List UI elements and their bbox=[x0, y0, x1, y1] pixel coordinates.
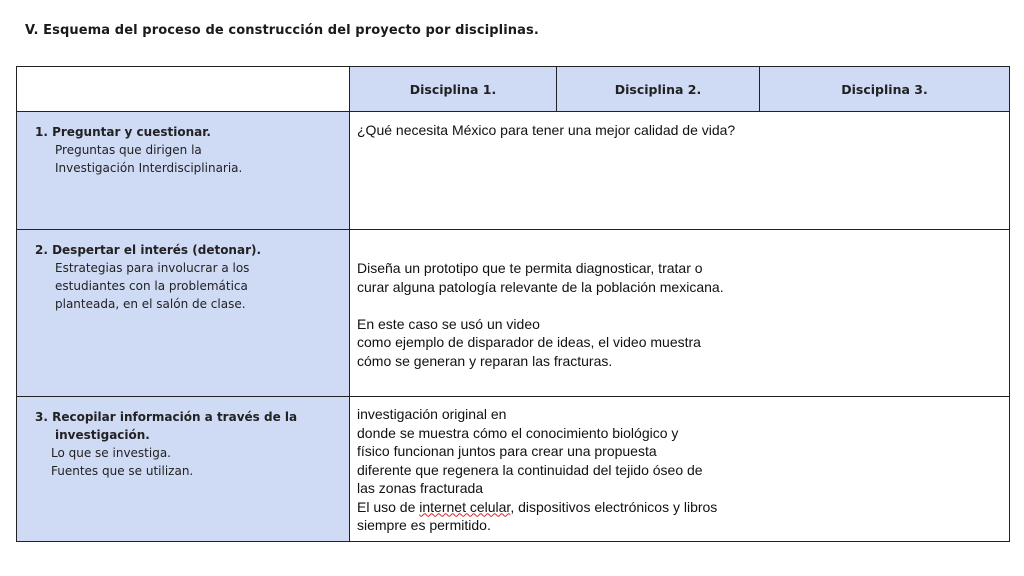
row-2-desc-line: planteada, en el salón de clase. bbox=[55, 297, 246, 311]
header-discipline-3: Disciplina 3. bbox=[760, 67, 1010, 112]
row-3-prefix: El uso de bbox=[357, 498, 420, 515]
header-discipline-1: Disciplina 1. bbox=[350, 67, 557, 112]
row-1-desc-line: Preguntas que dirigen la bbox=[55, 143, 202, 157]
row-1-title: 1. Preguntar y cuestionar. bbox=[35, 125, 211, 139]
row-1-content-line: ¿Qué necesita México para tener una mejor calidad de vida? bbox=[357, 122, 736, 138]
row-3-label-cell bbox=[17, 397, 350, 542]
row-3-content-line: donde se muestra cómo el conocimiento biológico y bbox=[357, 424, 679, 441]
row-2-desc-line: Estrategias para involucrar a los bbox=[55, 261, 250, 275]
table-row bbox=[17, 397, 1010, 542]
row-3-title: 3. Recopilar información a través de la bbox=[35, 410, 298, 424]
table-row bbox=[17, 112, 1010, 230]
row-3-content-line: investigación original en bbox=[357, 406, 507, 422]
document-title: V. Esquema del proceso de construcción del proyecto por disciplinas. bbox=[25, 23, 539, 38]
row-3-content-line: las zonas fracturada bbox=[357, 480, 484, 496]
row-3-content-line-mixed bbox=[357, 498, 1001, 517]
row-3-content-line: físico funcionan juntos para crear una propuesta bbox=[357, 443, 657, 459]
table-row bbox=[17, 230, 1010, 397]
row-3-title-cont: investigación. bbox=[55, 428, 150, 442]
row-1-desc-line: Investigación Interdisciplinaria. bbox=[55, 161, 243, 175]
row-2-desc-line: estudiantes con la problemática bbox=[55, 279, 248, 293]
row-2-label-cell bbox=[17, 230, 350, 397]
row-3-suffix: , dispositivos electrónicos y libros bbox=[510, 498, 718, 515]
row-2-content-spacer bbox=[357, 296, 1001, 315]
row-2-content-line: como ejemplo de disparador de ideas, el video muestra bbox=[357, 334, 701, 350]
row-2-content-line: En este caso se usó un video bbox=[357, 315, 540, 332]
row-3-content-cell bbox=[350, 397, 1010, 542]
row-1-content-cell bbox=[350, 112, 1010, 230]
header-discipline-2: Disciplina 2. bbox=[557, 67, 760, 112]
row-2-content-line: Diseña un prototipo que te permita diagnosticar, tratar o bbox=[357, 260, 703, 276]
row-2-title: 2. Despertar el interés (detonar). bbox=[35, 243, 262, 257]
row-2-content-line: curar alguna patología relevante de la población mexicana. bbox=[357, 278, 724, 295]
row-2-content-line: cómo se generan y reparan las fracturas. bbox=[357, 352, 613, 369]
row-2-content-cell bbox=[350, 230, 1010, 397]
row-3-desc-line: Fuentes que se utilizan. bbox=[51, 464, 194, 478]
header-row bbox=[17, 67, 1010, 112]
row-1-label-cell bbox=[17, 112, 350, 230]
header-empty-cell bbox=[17, 67, 350, 112]
row-3-desc-line: Lo que se investiga. bbox=[51, 446, 171, 460]
row-3-content-line: siempre es permitido. bbox=[357, 517, 491, 533]
row-3-content-line: diferente que regenera la continuidad del tejido óseo de bbox=[357, 461, 703, 478]
discipline-table bbox=[16, 66, 1010, 542]
misspelled-word: internet celular bbox=[419, 498, 511, 515]
